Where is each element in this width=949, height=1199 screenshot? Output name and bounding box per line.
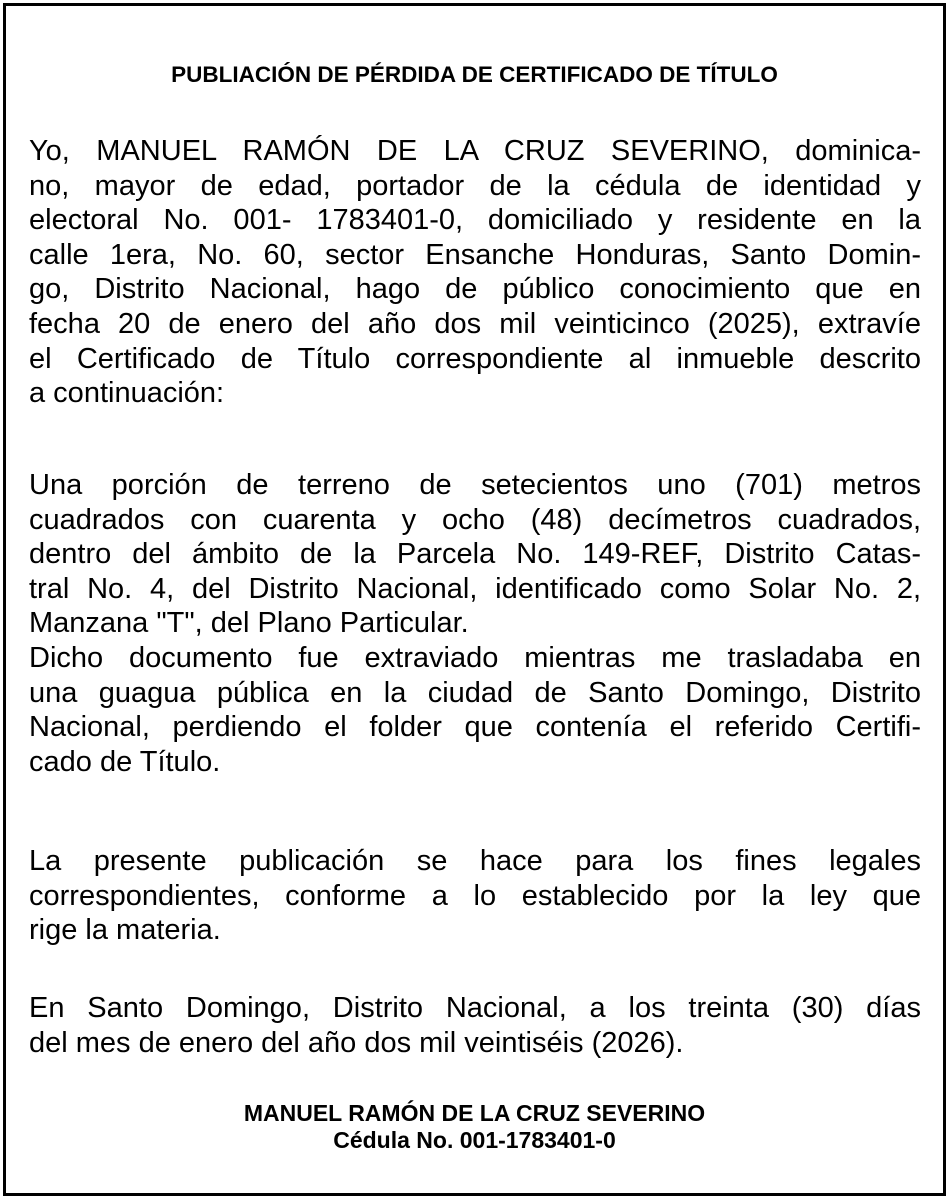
text-line: calle 1era, No. 60, sector Ensanche Honduras, Santo Domin- [29, 238, 921, 271]
text-line: correspondientes, conforme a lo establecido por la ley que [29, 879, 921, 912]
text-line: dentro del ámbito de la Parcela No. 149-REF, Distrito Catas- [29, 538, 921, 571]
text-line: el Certificado de Título correspondiente al inmueble descrito [29, 342, 921, 375]
signature-name: MANUEL RAMÓN DE LA CRUZ SEVERINO [243, 1100, 706, 1126]
text-line: a continuación: [29, 377, 225, 410]
paragraph-declaration [29, 134, 921, 411]
text-line: electoral No. 001- 1783401-0, domiciliado y residente en la [29, 204, 921, 237]
paragraph-legal-purpose [29, 844, 921, 948]
text-line: En Santo Domingo, Distrito Nacional, a los treinta (30) días [29, 992, 921, 1024]
text-line: del mes de enero del año dos mil veintiséis (2026). [29, 1026, 684, 1059]
paragraph-place-date [29, 991, 921, 1060]
text-line: Manzana "T", del Plano Particular. [29, 607, 469, 640]
signature-id: Cédula No. 001-1783401-0 [333, 1127, 616, 1153]
text-line: cuadrados con cuarenta y ocho (48) decímetros cuadrados, [29, 503, 921, 536]
text-line: Dicho documento fue extraviado mientras me trasladaba en [29, 642, 921, 674]
text-line: Una porción de terreno de setecientos uno (701) metros [29, 469, 921, 501]
paragraph-property-description [29, 468, 921, 641]
text-line: cado de Título. [29, 745, 221, 778]
text-line: no, mayor de edad, portador de la cédula de identidad y [29, 169, 921, 202]
text-line: una guagua pública en la ciudad de Santo Domingo, Distrito [29, 676, 921, 709]
text-line: tral No. 4, del Distrito Nacional, identificado como Solar No. 2, [29, 572, 921, 605]
text-line: go, Distrito Nacional, hago de público conocimiento que en [29, 273, 921, 306]
text-line: Yo, MANUEL RAMÓN DE LA CRUZ SEVERINO, dominica- [29, 135, 921, 167]
signature-block [6, 1100, 943, 1154]
text-line: rige la materia. [29, 914, 221, 947]
text-line: La presente publicación se hace para los fines legales [29, 845, 921, 877]
text-line: Nacional, perdiendo el folder que contenía el referido Certifi- [29, 711, 921, 744]
notice-frame [3, 3, 946, 1196]
paragraph-loss-circumstances [29, 641, 921, 779]
text-line: fecha 20 de enero del año dos mil veinticinco (2025), extravíe [29, 307, 921, 340]
notice-title: PUBLIACIÓN DE PÉRDIDA DE CERTIFICADO DE TÍTULO [171, 62, 778, 87]
